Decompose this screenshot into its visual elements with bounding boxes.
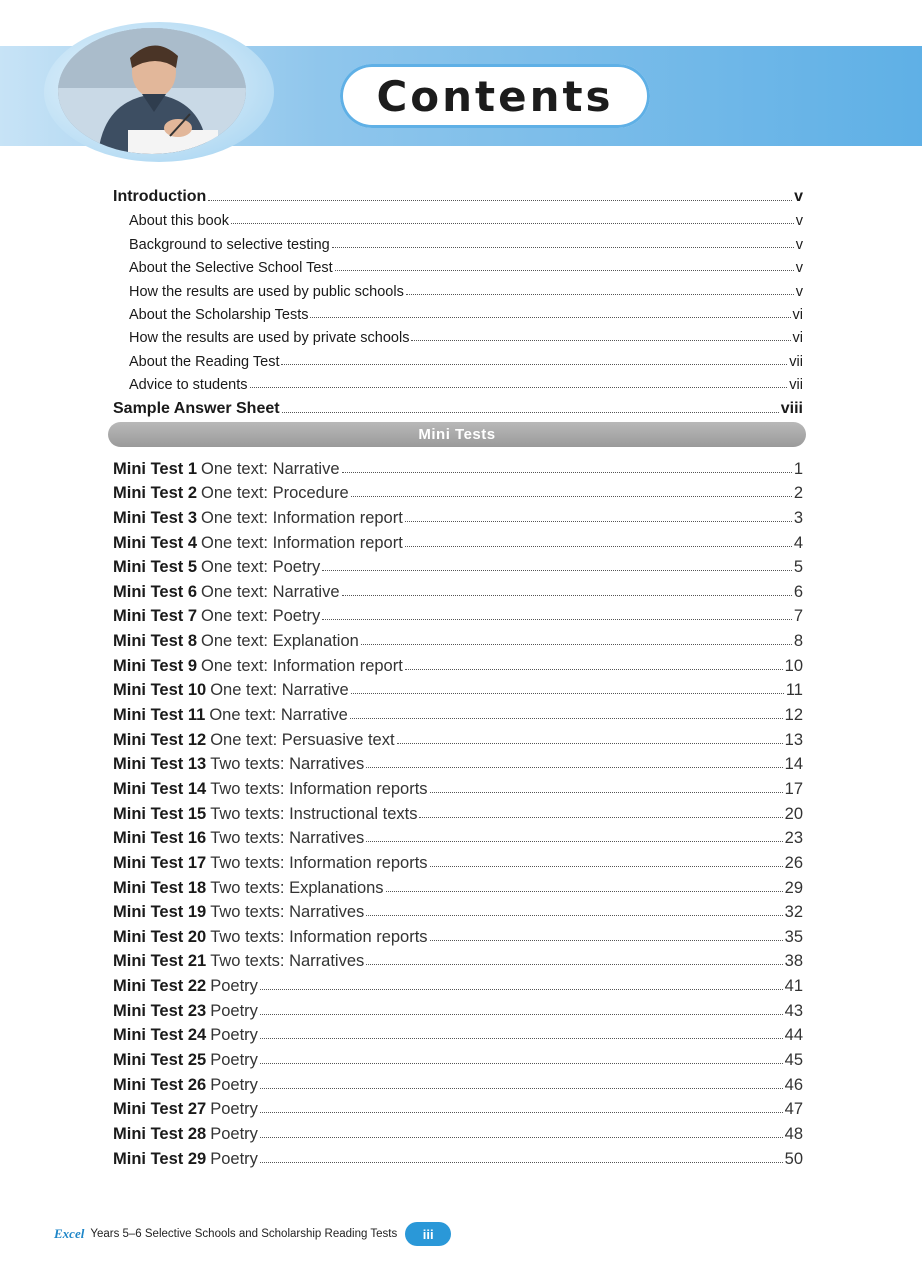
intro-toc: [113, 181, 803, 418]
test-page: 48: [784, 1124, 803, 1143]
dot-leader: [281, 364, 787, 365]
test-description: Poetry: [210, 1100, 258, 1119]
test-name: Mini Test 19: [113, 903, 207, 922]
test-page: 35: [784, 927, 803, 946]
test-name: Mini Test 4: [113, 533, 198, 552]
dot-leader: [430, 866, 783, 867]
toc-entry-page: vii: [789, 353, 803, 370]
test-name: Mini Test 1: [113, 459, 198, 478]
test-entry: [113, 1021, 803, 1046]
test-page: 17: [784, 779, 803, 798]
test-description: Two texts: Narratives: [210, 755, 365, 774]
dot-leader: [342, 472, 792, 473]
test-description: One text: Information report: [201, 533, 403, 552]
page-title: Contents: [376, 71, 614, 121]
test-entry: [113, 626, 803, 651]
test-page: 45: [784, 1051, 803, 1070]
test-name: Mini Test 29: [113, 1149, 207, 1168]
test-entry: [113, 1144, 803, 1169]
test-description: One text: Poetry: [201, 558, 321, 577]
dot-leader: [208, 200, 792, 201]
dot-leader: [351, 693, 784, 694]
toc-entry: [113, 346, 803, 369]
test-description: Two texts: Narratives: [210, 903, 365, 922]
test-description: Two texts: Information reports: [210, 779, 428, 798]
toc-entry: [113, 323, 803, 346]
dot-leader: [405, 669, 783, 670]
test-page: 23: [784, 829, 803, 848]
test-name: Mini Test 22: [113, 977, 207, 996]
dot-leader: [260, 1014, 783, 1015]
test-entry: [113, 848, 803, 873]
test-description: Poetry: [210, 1124, 258, 1143]
toc-entry: [113, 393, 803, 418]
dot-leader: [260, 1063, 783, 1064]
test-entry: [113, 553, 803, 578]
test-entry: [113, 602, 803, 627]
dot-leader: [350, 718, 783, 719]
footer-text: Years 5–6 Selective Schools and Scholarship Reading Tests: [90, 1228, 398, 1240]
test-name: Mini Test 13: [113, 755, 207, 774]
dot-leader: [366, 964, 782, 965]
brand-logo: Excel: [54, 1226, 85, 1241]
page-number: iii: [405, 1222, 451, 1246]
test-description: Poetry: [210, 1026, 258, 1045]
dot-leader: [366, 767, 782, 768]
dot-leader: [260, 1137, 783, 1138]
test-page: 41: [784, 977, 803, 996]
toc-entry-label: About this book: [129, 213, 229, 230]
test-page: 43: [784, 1001, 803, 1020]
test-name: Mini Test 20: [113, 927, 207, 946]
section-heading-bar: [108, 422, 806, 447]
test-page: 6: [793, 582, 803, 601]
boy-writing-photo: [58, 28, 246, 154]
dot-leader: [430, 792, 783, 793]
toc-entry-page: vii: [789, 377, 803, 394]
toc-entry-label: Sample Answer Sheet: [113, 400, 280, 418]
toc-entry-page: v: [795, 236, 803, 253]
test-page: 29: [784, 878, 803, 897]
toc-entry-page: v: [795, 213, 803, 230]
toc-entry-page: vi: [792, 306, 803, 323]
test-entry: [113, 947, 803, 972]
toc-entry: [113, 370, 803, 393]
test-entry: [113, 454, 803, 479]
toc-entry-label: Introduction: [113, 188, 207, 205]
test-description: One text: Explanation: [201, 632, 359, 651]
toc-entry-page: v: [795, 283, 803, 300]
test-name: Mini Test 15: [113, 804, 207, 823]
test-page: 32: [784, 903, 803, 922]
test-description: Two texts: Instructional texts: [210, 804, 418, 823]
test-description: One text: Information report: [201, 656, 403, 675]
test-description: One text: Persuasive text: [210, 730, 395, 749]
test-page: 47: [784, 1100, 803, 1119]
test-name: Mini Test 9: [113, 656, 198, 675]
test-name: Mini Test 10: [113, 681, 207, 700]
test-description: One text: Narrative: [210, 681, 349, 700]
dot-leader: [366, 915, 782, 916]
dot-leader: [430, 940, 783, 941]
dot-leader: [405, 546, 792, 547]
toc-entry-label: About the Selective School Test: [129, 260, 333, 277]
test-entry: [113, 528, 803, 553]
toc-entry: [113, 229, 803, 252]
toc-entry-page: v: [794, 188, 803, 205]
dot-leader: [260, 1088, 783, 1089]
toc-entry-page: viii: [780, 400, 803, 418]
test-page: 14: [784, 755, 803, 774]
test-description: One text: Information report: [201, 508, 403, 527]
test-name: Mini Test 25: [113, 1051, 207, 1070]
test-entry: [113, 824, 803, 849]
dot-leader: [406, 294, 794, 295]
test-name: Mini Test 11: [113, 706, 206, 725]
dot-leader: [332, 247, 794, 248]
dot-leader: [419, 817, 782, 818]
toc-entry: [113, 181, 803, 206]
test-entry: [113, 1070, 803, 1095]
test-name: Mini Test 28: [113, 1124, 207, 1143]
test-name: Mini Test 12: [113, 730, 207, 749]
dot-leader: [405, 521, 792, 522]
test-name: Mini Test 23: [113, 1001, 207, 1020]
toc-entry-label: About the Reading Test: [129, 353, 280, 370]
test-page: 7: [793, 607, 803, 626]
toc-entry-page: v: [795, 260, 803, 277]
test-entry: [113, 799, 803, 824]
test-page: 11: [785, 681, 803, 700]
test-name: Mini Test 21: [113, 952, 207, 971]
dot-leader: [260, 1162, 783, 1163]
dot-leader: [361, 644, 792, 645]
test-page: 2: [793, 484, 803, 503]
test-page: 10: [784, 656, 803, 675]
test-description: Poetry: [210, 1001, 258, 1020]
test-name: Mini Test 24: [113, 1026, 207, 1045]
test-page: 20: [784, 804, 803, 823]
section-heading: Mini Tests: [418, 426, 496, 443]
toc-entry: [113, 276, 803, 299]
test-entry: [113, 1095, 803, 1120]
test-description: One text: Narrative: [201, 582, 340, 601]
dot-leader: [397, 743, 783, 744]
dot-leader: [282, 412, 779, 413]
test-entry: [113, 971, 803, 996]
test-name: Mini Test 17: [113, 853, 207, 872]
test-entry: [113, 873, 803, 898]
dot-leader: [411, 340, 790, 341]
dot-leader: [322, 619, 792, 620]
test-entry: [113, 676, 803, 701]
toc-entry-label: How the results are used by public schools: [129, 283, 404, 300]
test-page: 44: [784, 1026, 803, 1045]
test-page: 5: [793, 558, 803, 577]
test-entry: [113, 996, 803, 1021]
test-description: Two texts: Explanations: [210, 878, 384, 897]
test-page: 46: [784, 1075, 803, 1094]
dot-leader: [342, 595, 792, 596]
toc-entry-label: About the Scholarship Tests: [129, 306, 309, 323]
dot-leader: [260, 1038, 783, 1039]
toc-entry: [113, 300, 803, 323]
test-page: 12: [784, 706, 803, 725]
test-entry: [113, 577, 803, 602]
test-name: Mini Test 7: [113, 607, 198, 626]
test-description: Poetry: [210, 1075, 258, 1094]
test-entry: [113, 750, 803, 775]
toc-entry: [113, 253, 803, 276]
test-name: Mini Test 8: [113, 632, 198, 651]
test-entry: [113, 479, 803, 504]
test-page: 8: [793, 632, 803, 651]
footer: [54, 1222, 451, 1246]
test-description: One text: Narrative: [201, 459, 340, 478]
toc-entry-label: Background to selective testing: [129, 236, 330, 253]
test-name: Mini Test 6: [113, 582, 198, 601]
test-description: Two texts: Narratives: [210, 952, 365, 971]
test-entry: [113, 922, 803, 947]
test-page: 50: [784, 1149, 803, 1168]
test-entry: [113, 700, 803, 725]
test-name: Mini Test 14: [113, 779, 207, 798]
toc-entry-label: Advice to students: [129, 377, 248, 394]
test-description: Poetry: [210, 977, 258, 996]
toc-entry-page: vi: [792, 330, 803, 347]
test-page: 1: [793, 459, 803, 478]
test-name: Mini Test 16: [113, 829, 207, 848]
test-name: Mini Test 18: [113, 878, 207, 897]
test-entry: [113, 725, 803, 750]
dot-leader: [231, 223, 794, 224]
dot-leader: [351, 496, 792, 497]
test-page: 4: [793, 533, 803, 552]
dot-leader: [322, 570, 792, 571]
dot-leader: [335, 270, 794, 271]
test-name: Mini Test 5: [113, 558, 198, 577]
dot-leader: [260, 1112, 783, 1113]
test-description: Two texts: Information reports: [210, 853, 428, 872]
test-page: 38: [784, 952, 803, 971]
test-name: Mini Test 27: [113, 1100, 207, 1119]
test-description: One text: Narrative: [209, 706, 348, 725]
test-name: Mini Test 3: [113, 508, 198, 527]
toc-entry-label: How the results are used by private schools: [129, 330, 410, 347]
test-description: One text: Poetry: [201, 607, 321, 626]
dot-leader: [386, 891, 783, 892]
dot-leader: [310, 317, 790, 318]
test-entry: [113, 774, 803, 799]
dot-leader: [366, 841, 782, 842]
dot-leader: [260, 989, 783, 990]
test-page: 13: [784, 730, 803, 749]
test-description: Two texts: Narratives: [210, 829, 365, 848]
test-entry: [113, 1045, 803, 1070]
dot-leader: [250, 387, 788, 388]
test-name: Mini Test 2: [113, 484, 198, 503]
test-entry: [113, 1119, 803, 1144]
test-description: Poetry: [210, 1149, 258, 1168]
page-title-pill: [340, 64, 650, 128]
test-description: Poetry: [210, 1051, 258, 1070]
test-entry: [113, 651, 803, 676]
test-entry: [113, 898, 803, 923]
test-name: Mini Test 26: [113, 1075, 207, 1094]
test-page: 26: [784, 853, 803, 872]
tests-toc: [113, 454, 803, 1169]
test-description: Two texts: Information reports: [210, 927, 428, 946]
test-description: One text: Procedure: [201, 484, 349, 503]
test-entry: [113, 503, 803, 528]
toc-entry: [113, 206, 803, 229]
test-page: 3: [793, 508, 803, 527]
